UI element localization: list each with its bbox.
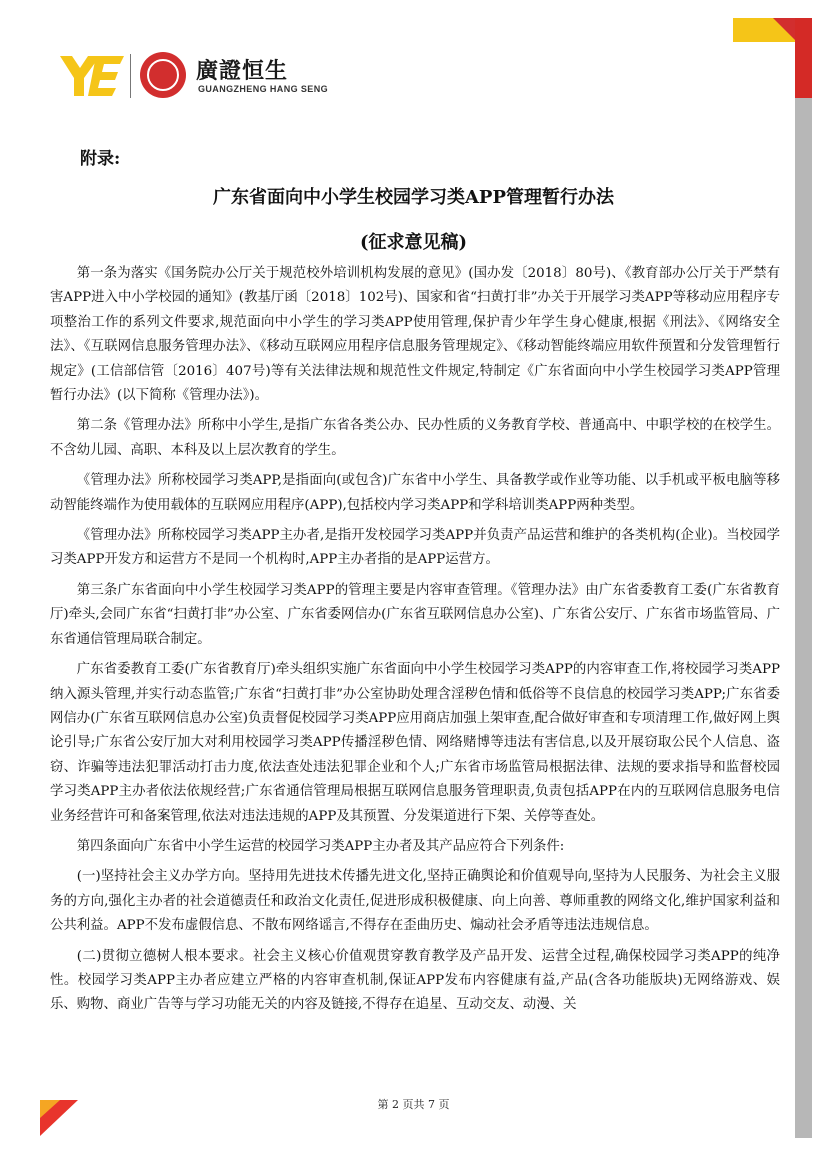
side-bar-red <box>795 18 812 98</box>
paragraph: 第一条为落实《国务院办公厅关于规范校外培训机构发展的意见》(国办发〔2018〕80号)、《教育部办公厅关于严禁有害APP进入中小学校园的通知》(教基厅函〔2018〕102号)、国家和省“扫黄打非”办关于开展学习类APP等移动应用程序专项整治工作的系列文件要求,规范面向中小学生的学习类APP使用管理,保护青少年学生身心健康,根据《刑法》、《网络安全法》、《互联网信息服务管理办法》、《移动互联网应用程序信息服务管理规定》、《移动智能终端应用软件预置和分发管理暂行规定》(工信部信管〔2016〕407号)等有关法律法规和规范性文件规定,特制定《广东省面向中小学生校园学习类APP管理暂行办法》(以下简称《管理办法》)。 <box>50 266 780 404</box>
side-bar-gray <box>795 98 812 1138</box>
document-subtitle: (征求意见稿) <box>359 232 468 253</box>
paragraph: 广东省委教育工委(广东省教育厅)牵头组织实施广东省面向中小学生校园学习类APP的内容审查工作,将校园学习类APP纳入源头管理,并实行动态监管;广东省“扫黄打非”办公室协助处理含淫秽色情和低俗等不良信息的校园学习类APP;广东省委网信办(广东省互联网信息办公室)负责督促校园学习类APP应用商店加强上架审查,配合做好审查和专项清理工作,做好网上舆论引导;广东省公安厅加大对利用校园学习类APP传播淫秽色情、网络赌博等违法有害信息,以及开展窃取公民个人信息、盗窃、诈骗等违法犯罪活动打击力度,依法查处违法犯罪企业和个人;广东省市场监管局根据法律、法规的要求指导和监督校园学习类APP主办者依法依规经营;广东省通信管理局根据互联网信息服务管理职责,负责包括APP在内的互联网信息服务电信业务经营许可和备案管理,依法对违法违规的APP及其预置、分发渠道进行下架、关停等查处。 <box>50 662 780 824</box>
page-number: 第 2 页共 7 页 <box>377 1098 450 1111</box>
logo-divider <box>130 54 131 98</box>
appendix-label: 附录: <box>80 149 121 169</box>
paragraph: 第二条《管理办法》所称中小学生,是指广东省各类公办、民办性质的义务教育学校、普通高中、中职学校的在校学生。不含幼儿园、高职、本科及以上层次教育的学生。 <box>50 418 780 458</box>
paragraph: 第四条面向广东省中小学生运营的校园学习类APP主办者及其产品应符合下列条件: <box>76 838 565 854</box>
paragraph: 第三条广东省面向中小学生校园学习类APP的管理主要是内容审查管理。《管理办法》由广东省委教育工委(广东省教育厅)牵头,会同广东省“扫黄打非”办公室、广东省委网信办(广东省互联网信息办公室)、广东省公安厅、广东省市场监管局、广东省通信管理局联合制定。 <box>50 582 780 647</box>
paragraph: 《管理办法》所称校园学习类APP主办者,是指开发校园学习类APP并负责产品运营和维护的各类机构(企业)。当校园学习类APP开发方和运营方不是同一个机构时,APP主办者指的是APP运营方。 <box>50 528 780 568</box>
corner-accent-red-triangle <box>773 18 795 40</box>
seal-inner-ring <box>147 59 179 91</box>
paragraph: (一)坚持社会主义办学方向。坚持用先进技术传播先进文化,坚持正确舆论和价值观导向,坚持为人民服务、为社会主义服务的方向,强化主办者的社会道德责任和政治文化责任,促进形成积极健康、向上向善、尊师重教的网络文化,维护国家利益和公共利益。APP不发布虚假信息、不散布网络谣言,不得存在歪曲历史、煽动社会矛盾等违法违规信息。 <box>50 869 780 934</box>
paragraph: (二)贯彻立德树人根本要求。社会主义核心价值观贯穿教育教学及产品开发、运营全过程,确保校园学习类APP的纯净性。校园学习类APP主办者应建立严格的内容审查机制,保证APP发布内容健康有益,产品(含各功能版块)无网络游戏、娱乐、购物、商业广告等与学习功能无关的内容及链接,不得存在追星、互动交友、动漫、关 <box>50 948 780 1013</box>
paragraph: 《管理办法》所称校园学习类APP,是指面向(或包含)广东省中小学生、具备教学或作业等功能、以手机或平板电脑等移动智能终端作为使用载体的互联网应用程序(APP),包括校内学习类APP和学科培训类APP两种类型。 <box>50 473 780 513</box>
ye-logo-icon <box>60 56 124 96</box>
document-body <box>50 262 780 1024</box>
document-title: 广东省面向中小学生校园学习类APP管理暂行办法 <box>212 187 615 208</box>
brand-name-en: GUANGZHENG HANG SENG <box>198 84 329 94</box>
brand-name-cn: 廣證恒生 <box>196 59 289 84</box>
